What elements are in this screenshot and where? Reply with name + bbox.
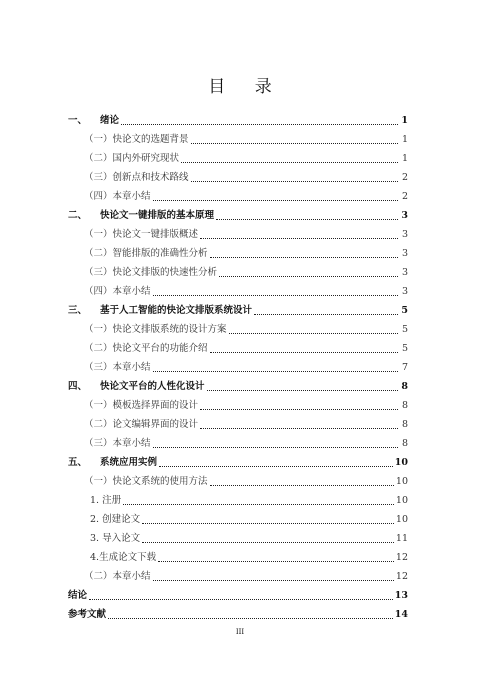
toc-entry-page: 11 [395, 533, 408, 544]
toc-dot-leader [229, 333, 398, 334]
toc-dot-leader [200, 409, 398, 410]
toc-entry[interactable] [68, 317, 408, 336]
toc-entry[interactable] [68, 450, 408, 469]
toc-entry[interactable] [68, 184, 408, 203]
toc-entry-page: 1 [401, 115, 408, 126]
toc-entry-page: 8 [401, 381, 408, 392]
toc-entry-text: 3. 导入论文 [90, 533, 141, 544]
toc-entry-text: 快论文平台的人性化设计 [100, 381, 205, 392]
toc-dot-leader [191, 143, 398, 144]
toc-dot-leader [191, 181, 398, 182]
toc-dot-leader [200, 238, 398, 239]
toc-entry[interactable] [68, 260, 408, 279]
toc-dot-leader [200, 428, 398, 429]
toc-dot-leader [123, 504, 394, 505]
toc-entry-label [84, 229, 198, 241]
toc-entry-text: （二）论文编辑界面的设计 [84, 419, 199, 430]
toc-entry-text: （四）本章小结 [84, 191, 151, 202]
toc-dot-leader [153, 371, 398, 372]
toc-entry-text: （四）本章小结 [84, 286, 151, 297]
toc-entry[interactable] [68, 393, 408, 412]
toc-entry-label [84, 267, 217, 279]
toc-entry-page: 3 [401, 267, 408, 278]
toc-dot-leader [254, 314, 398, 315]
toc-entry-text: （一）快论文的选题背景 [84, 134, 189, 145]
toc-entry[interactable] [68, 146, 408, 165]
toc-entry-text: （二）快论文平台的功能介绍 [84, 343, 208, 354]
toc-dot-leader [142, 523, 394, 524]
toc-entry-text: 结论 [68, 590, 88, 601]
toc-entry-page: 2 [401, 172, 408, 183]
toc-dot-leader [142, 542, 394, 543]
toc-entry-label [84, 571, 151, 583]
toc-entry-page: 10 [395, 514, 408, 525]
toc-entry-page: 10 [395, 476, 408, 487]
toc-entry-label [84, 134, 189, 146]
toc-entry[interactable] [68, 108, 408, 127]
toc-entry[interactable] [68, 241, 408, 260]
toc-entry[interactable] [68, 374, 408, 393]
toc-entry-page: 3 [401, 210, 408, 221]
toc-entry-text: 4.生成论文下载 [90, 552, 157, 563]
toc-entry-page: 8 [401, 419, 408, 430]
toc-entry-page: 1 [401, 134, 408, 145]
toc-entry-label [68, 305, 252, 317]
toc-entry-page: 12 [395, 571, 408, 582]
toc-entry[interactable] [68, 526, 408, 545]
toc-dot-leader [89, 599, 393, 600]
toc-entry-label [68, 457, 157, 469]
toc-dot-leader [210, 257, 398, 258]
toc-entry[interactable] [68, 431, 408, 450]
toc-entry-label [90, 495, 121, 507]
toc-entry-page: 10 [395, 495, 408, 506]
toc-entry-text: （一）快论文排版系统的设计方案 [84, 324, 227, 335]
toc-entry-number: 三、 [68, 305, 88, 316]
toc-entry-label [68, 381, 205, 393]
toc-entry-label [90, 533, 140, 545]
toc-entry-label [84, 476, 208, 488]
toc-entry-page: 5 [401, 305, 408, 316]
toc-entry-page: 13 [394, 590, 408, 601]
toc-dot-leader [153, 447, 398, 448]
toc-entry[interactable] [68, 336, 408, 355]
toc-entry[interactable] [68, 298, 408, 317]
toc-dot-leader [153, 580, 394, 581]
toc-dot-leader [210, 485, 394, 486]
toc-entry-label [68, 609, 106, 621]
toc-entry-text: 2. 创建论文 [90, 514, 141, 525]
toc-entry-label [68, 590, 87, 602]
toc-entry[interactable] [68, 602, 408, 621]
toc-entry[interactable] [68, 355, 408, 374]
toc-entry-label [84, 362, 151, 374]
toc-entry-page: 3 [401, 248, 408, 259]
toc-entry[interactable] [68, 583, 408, 602]
toc-entry[interactable] [68, 203, 408, 222]
toc-entry-page: 10 [394, 457, 408, 468]
toc-entry[interactable] [68, 469, 408, 488]
toc-dot-leader [159, 466, 393, 467]
toc-entry-page: 12 [395, 552, 408, 563]
toc-entry-text: （三）创新点和技术路线 [84, 172, 189, 183]
toc-entry-label [84, 248, 208, 260]
toc-entry[interactable] [68, 222, 408, 241]
toc-dot-leader [216, 219, 398, 220]
toc-entry-text: 快论文一键排版的基本原理 [100, 210, 215, 221]
toc-entry-page: 3 [401, 229, 408, 240]
toc-entry-label [84, 191, 151, 203]
toc-entry-page: 5 [401, 343, 408, 354]
table-of-contents [68, 108, 408, 621]
toc-dot-leader [207, 390, 398, 391]
toc-entry-page: 1 [401, 153, 408, 164]
toc-entry-text: （一）模板选择界面的设计 [84, 400, 199, 411]
toc-entry[interactable] [68, 279, 408, 298]
toc-entry-page: 3 [401, 286, 408, 297]
toc-entry-text: 系统应用实例 [100, 457, 158, 468]
toc-entry[interactable] [68, 507, 408, 526]
toc-entry-label [84, 286, 151, 298]
toc-dot-leader [158, 561, 394, 562]
toc-entry-number: 一、 [68, 115, 88, 126]
toc-entry-text: （三）本章小结 [84, 438, 151, 449]
toc-entry-page: 8 [401, 400, 408, 411]
toc-entry-page: 2 [401, 191, 408, 202]
toc-entry-label [68, 115, 119, 127]
toc-entry-text: （三）本章小结 [84, 362, 151, 373]
toc-entry-text: 参考文献 [68, 609, 107, 620]
toc-entry-label [84, 438, 151, 450]
toc-entry-label [84, 172, 189, 184]
toc-entry-number: 五、 [68, 457, 88, 468]
toc-entry-label [84, 419, 198, 431]
toc-entry-text: （二）国内外研究现状 [84, 153, 180, 164]
toc-entry[interactable] [68, 488, 408, 507]
toc-entry-page: 5 [401, 324, 408, 335]
toc-dot-leader [210, 352, 398, 353]
toc-entry-label [84, 153, 179, 165]
toc-entry-text: （二）本章小结 [84, 571, 151, 582]
toc-entry-page: 7 [401, 362, 408, 373]
toc-dot-leader [108, 618, 393, 619]
toc-dot-leader [153, 200, 398, 201]
toc-entry-text: 基于人工智能的快论文排版系统设计 [100, 305, 253, 316]
toc-entry-label [84, 324, 227, 336]
toc-entry-label [84, 400, 198, 412]
toc-entry-text: （二）智能排版的准确性分析 [84, 248, 208, 259]
toc-entry[interactable] [68, 564, 408, 583]
toc-entry-label [84, 343, 208, 355]
page-number-footer: III [235, 628, 245, 636]
toc-dot-leader [219, 276, 398, 277]
toc-entry-text: （一）快论文一键排版概述 [84, 229, 199, 240]
toc-entry-page: 14 [394, 609, 408, 620]
toc-dot-leader [153, 295, 398, 296]
toc-entry[interactable] [68, 545, 408, 564]
toc-entry-number: 四、 [68, 381, 88, 392]
toc-entry-text: 1. 注册 [90, 495, 122, 506]
toc-dot-leader [181, 162, 398, 163]
toc-entry[interactable] [68, 412, 408, 431]
toc-entry[interactable] [68, 165, 408, 184]
toc-entry-page: 8 [401, 438, 408, 449]
toc-dot-leader [121, 124, 398, 125]
toc-entry-text: （一）快论文系统的使用方法 [84, 476, 208, 487]
toc-entry-label [68, 210, 214, 222]
toc-entry-number: 二、 [68, 210, 88, 221]
toc-entry-label [90, 514, 140, 526]
toc-entry-text: （三）快论文排版的快速性分析 [84, 267, 218, 278]
toc-title: 目 录 [208, 77, 284, 97]
toc-entry-text: 绪论 [100, 115, 120, 126]
toc-entry[interactable] [68, 127, 408, 146]
toc-entry-label [90, 552, 156, 564]
